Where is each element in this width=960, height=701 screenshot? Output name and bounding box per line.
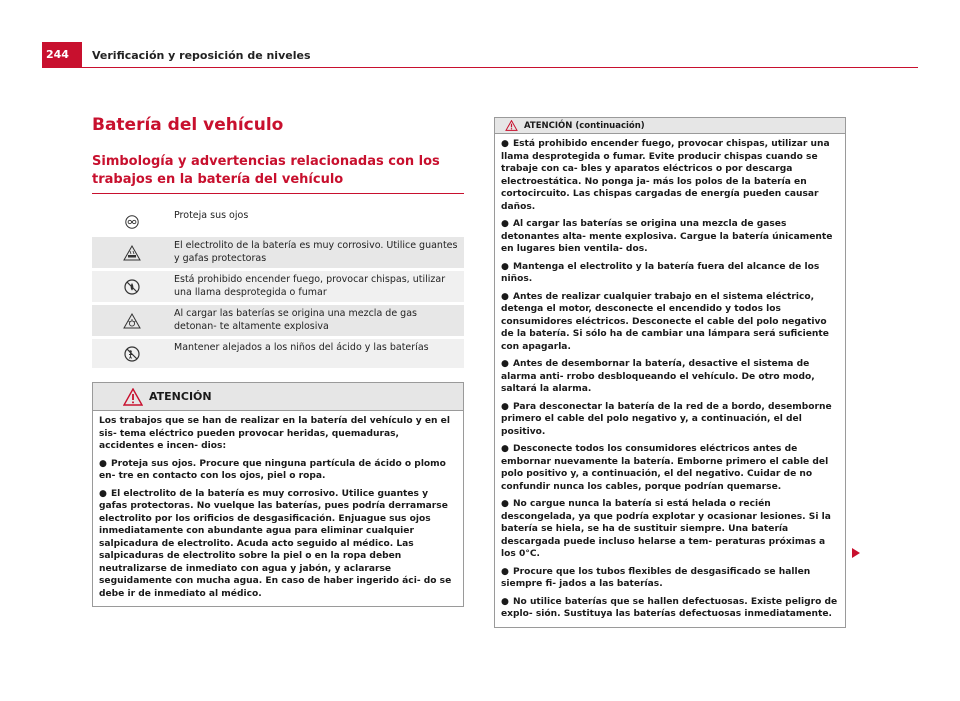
symbol-row xyxy=(92,271,464,302)
symbol-text: El electrolito de la batería es muy corrosivo. Utilice guantes y gafas protectoras xyxy=(174,240,458,264)
warning-title: ATENCIÓN (continuación) xyxy=(524,120,645,131)
warning-box xyxy=(92,382,464,607)
warning-bullet: ● Desconecte todos los consumidores eléctricos antes de embornar nuevamente la batería. Emborne primero el cable del polo positivo y, a continuación, el del negativo. Cuidar de no confundir nunca los cables, porque podrían quemarse. xyxy=(501,444,829,492)
warning-body xyxy=(93,411,463,606)
page-number: 244 xyxy=(42,42,82,67)
warning-bullet: ● Antes de desembornar la batería, desactive el sistema de alarma anti- rrobo desbloqueando el vehículo. De otro modo, saltará la alarma. xyxy=(501,359,815,394)
warning-triangle-icon xyxy=(123,388,143,406)
warning-bullet: ● Proteja sus ojos. Procure que ninguna partícula de ácido o plomo en- tre en contacto con los ojos, piel o ropa. xyxy=(99,458,446,481)
warning-bullet: ● Procure que los tubos flexibles de desgasificado se hallen siempre fi- jados a las baterías. xyxy=(501,566,811,589)
symbol-text: Mantener alejados a los niños del ácido y las baterías xyxy=(174,342,429,353)
children-away-icon xyxy=(124,346,140,362)
continue-arrow-icon xyxy=(852,548,860,558)
symbol-text: Está prohibido encender fuego, provocar chispas, utilizar una llama desprotegida o fumar xyxy=(174,274,446,298)
warning-body xyxy=(495,134,845,627)
symbol-row xyxy=(92,305,464,336)
warning-intro: Los trabajos que se han de realizar en la batería del vehículo y en el sis- tema eléctrico pueden provocar heridas, quemaduras, accidentes e incen- dios: xyxy=(99,416,450,451)
page-title: Batería del vehículo xyxy=(92,115,284,135)
section-title: Verificación y reposición de niveles xyxy=(92,49,311,62)
warning-header xyxy=(93,383,463,411)
symbol-row xyxy=(92,339,464,368)
symbol-table xyxy=(92,207,464,368)
warning-bullet: ● Para desconectar la batería de la red de a bordo, desemborne primero el cable del polo negativo y, a continuación, el del positivo. xyxy=(501,401,832,437)
warning-continuation-box xyxy=(494,117,846,628)
symbol-text: Proteja sus ojos xyxy=(174,210,249,221)
left-column xyxy=(92,115,464,607)
section-subtitle: Simbología y advertencias relacionadas con los trabajos en la batería del vehículo xyxy=(92,153,464,194)
right-column xyxy=(494,117,846,628)
warning-bullet: ● No utilice baterías que se hallen defectuosas. Existe peligro de explo- sión. Sustituya las baterías defectuosas inmediatamente. xyxy=(501,596,838,619)
warning-bullet: ● Está prohibido encender fuego, provocar chispas, utilizar una llama desprotegida o fumar. Evite producir chispas cuando se trabaje con ca- bles y aparatos eléctricos o por descarga electroestática. No ponga ja- más los polos de la batería en cortocircuito. Las chispas cargadas de energía pueden causar daños. xyxy=(501,139,830,212)
goggles-icon xyxy=(125,215,139,229)
warning-header xyxy=(495,118,845,134)
warning-bullet: ● Mantenga el electrolito y la batería fuera del alcance de los niños. xyxy=(501,261,820,284)
explosive-gas-icon xyxy=(123,313,141,329)
warning-title: ATENCIÓN xyxy=(149,390,212,403)
warning-bullet: ● El electrolito de la batería es muy corrosivo. Utilice guantes y gafas protectoras. No vuelque las baterías, pues podría derramarse electrolito por los orificios de desgasificación. Enjuague sus ojos inmediatamente con abundante agua para eliminar cualquier salpicadura de electrolito. Acuda acto seguido al médico. Las salpicaduras de electrolito sobre la piel o en la ropa deben neutralizarse de inmediato con agua y jabón, y aclararse seguidamente con mucha agua. En caso de haber ingerido áci- do se debe ir de inmediato al médico. xyxy=(99,488,452,599)
page-header xyxy=(42,42,918,68)
corrosive-icon xyxy=(123,245,141,261)
warning-bullet: ● No cargue nunca la batería si está helada o recién descongelada, ya que podría explotar y ocasionar lesiones. Si la batería se hiela, se ha de sustituir siempre. Una batería descargada puede incluso helarse a tem- peraturas próximas a los 0°C. xyxy=(501,499,831,559)
warning-bullet: ● Antes de realizar cualquier trabajo en el sistema eléctrico, detenga el motor, desconecte el encendido y todos los consumidores eléctricos. Desconecte el cable del polo negativo de la batería. Si sólo ha de cambiar una lámpara será suficiente con apagarla. xyxy=(501,291,829,352)
symbol-row xyxy=(92,237,464,268)
no-fire-icon xyxy=(124,279,140,295)
warning-triangle-icon xyxy=(505,120,518,131)
symbol-text: Al cargar las baterías se origina una mezcla de gas detonan- te altamente explosiva xyxy=(174,308,417,332)
warning-bullet: ● Al cargar las baterías se origina una mezcla de gases detonantes alta- mente explosiva. Cargue la batería únicamente en lugares bien ventila- dos. xyxy=(501,219,833,254)
symbol-row xyxy=(92,207,464,237)
